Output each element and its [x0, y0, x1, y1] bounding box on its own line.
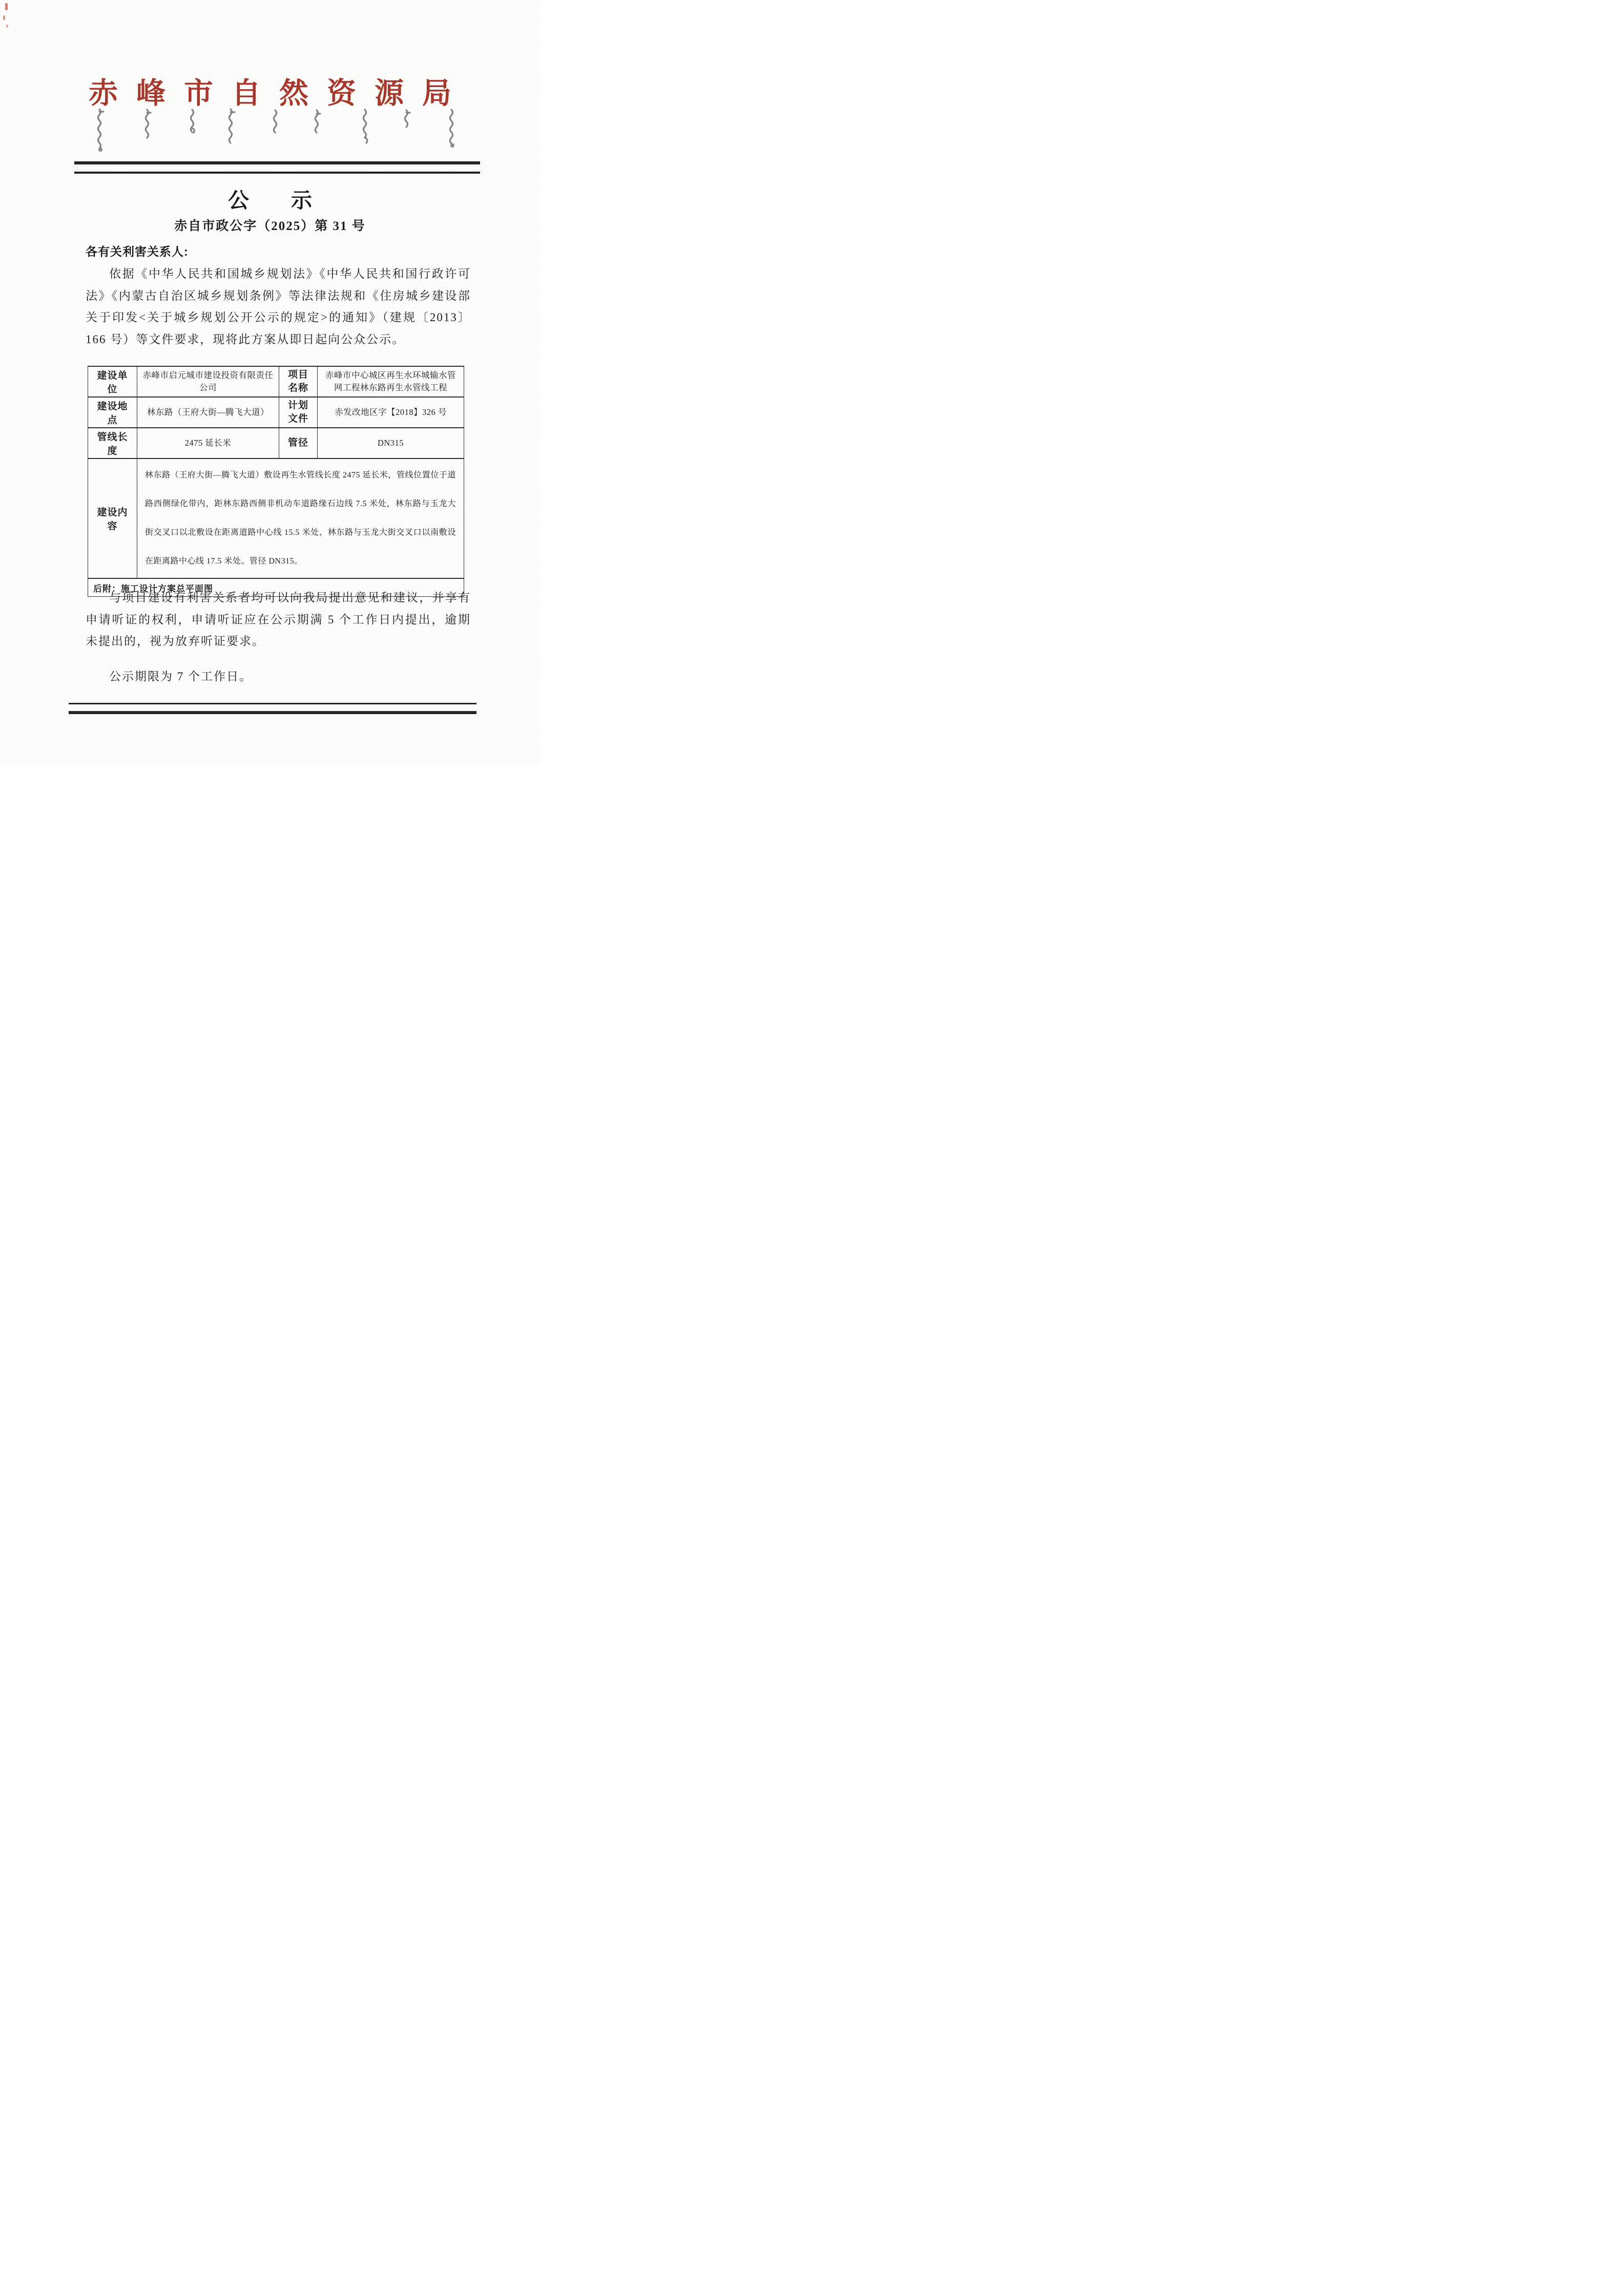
notice-title: 公 示 — [228, 189, 312, 212]
cell-pipeline-length-value: 2475 延长米 — [137, 428, 279, 458]
cell-construction-unit-label: 建设单位 — [88, 366, 137, 397]
cell-attachment-note: 后附：施工设计方案总平面图 — [88, 578, 464, 597]
scan-artifact — [3, 15, 5, 20]
scan-artifact — [5, 3, 8, 10]
body-paragraph-publicity-period: 公示期限为 7 个工作日。 — [109, 670, 252, 683]
body-paragraph-legal-basis: 依据《中华人民共和国城乡规划法》《中华人民共和国行政许可法》《内蒙古自治区城乡规划条例》等法律法规和《住房城乡建设部关于印发<关于城乡规划公开公示的规定>的通知》（建规〔2013〕166 号）等文件要求，现将此方案从即日起向公众公示。 — [86, 267, 471, 346]
scan-artifact — [6, 25, 8, 28]
table-row — [88, 366, 464, 397]
project-info-table — [88, 366, 464, 597]
cell-project-name-label: 项目名称 — [279, 366, 318, 397]
cell-construction-content-value: 林东路（王府大街—腾飞大道）敷设再生水管线长度 2475 延长米，管线位置位于道路西侧绿化带内，距林东路西侧非机动车道路缘石边线 7.5 米处，林东路与玉龙大街交叉口以北敷设在距离道路中心线 15.5 米处，林东路与玉龙大街交叉口以南敷设在距离路中心线 17.5 米处。管径 DN315。 — [137, 458, 464, 578]
agency-letterhead-title: 赤峰市自然资源局 — [89, 77, 470, 110]
cell-plan-document-label: 计划文件 — [279, 397, 318, 428]
cell-construction-unit-value: 赤峰市启元城市建设投资有限责任公司 — [137, 366, 279, 397]
cell-pipeline-length-label: 管线长度 — [88, 428, 137, 458]
salutation: 各有关利害关系人: — [86, 245, 189, 258]
cell-construction-content-label: 建设内容 — [88, 458, 137, 578]
letterhead-double-rule — [74, 161, 480, 174]
scanned-notice-page — [0, 0, 540, 765]
mongolian-script-glyphs — [95, 108, 457, 152]
cell-location-value: 林东路（王府大街—腾飞大道） — [137, 397, 279, 428]
cell-diameter-value: DN315 — [318, 428, 464, 458]
body-paragraph-hearing-rights: 与项目建设有利害关系者均可以向我局提出意见和建议，并享有申请听证的权利，申请听证应在公示期满 5 个工作日内提出，逾期未提出的，视为放弃听证要求。 — [86, 591, 471, 648]
document-number: 赤自市政公字（2025）第 31 号 — [174, 219, 366, 233]
table-row — [88, 428, 464, 458]
cell-plan-document-value: 赤发改地区字【2018】326 号 — [318, 397, 464, 428]
table-row — [88, 397, 464, 428]
table-row — [88, 458, 464, 578]
mongolian-script-row — [95, 108, 457, 152]
cell-project-name-value: 赤峰市中心城区再生水环城输水管网工程林东路再生水管线工程 — [318, 366, 464, 397]
cell-location-label: 建设地点 — [88, 397, 137, 428]
cell-diameter-label: 管径 — [279, 428, 318, 458]
footer-double-rule — [69, 703, 476, 714]
